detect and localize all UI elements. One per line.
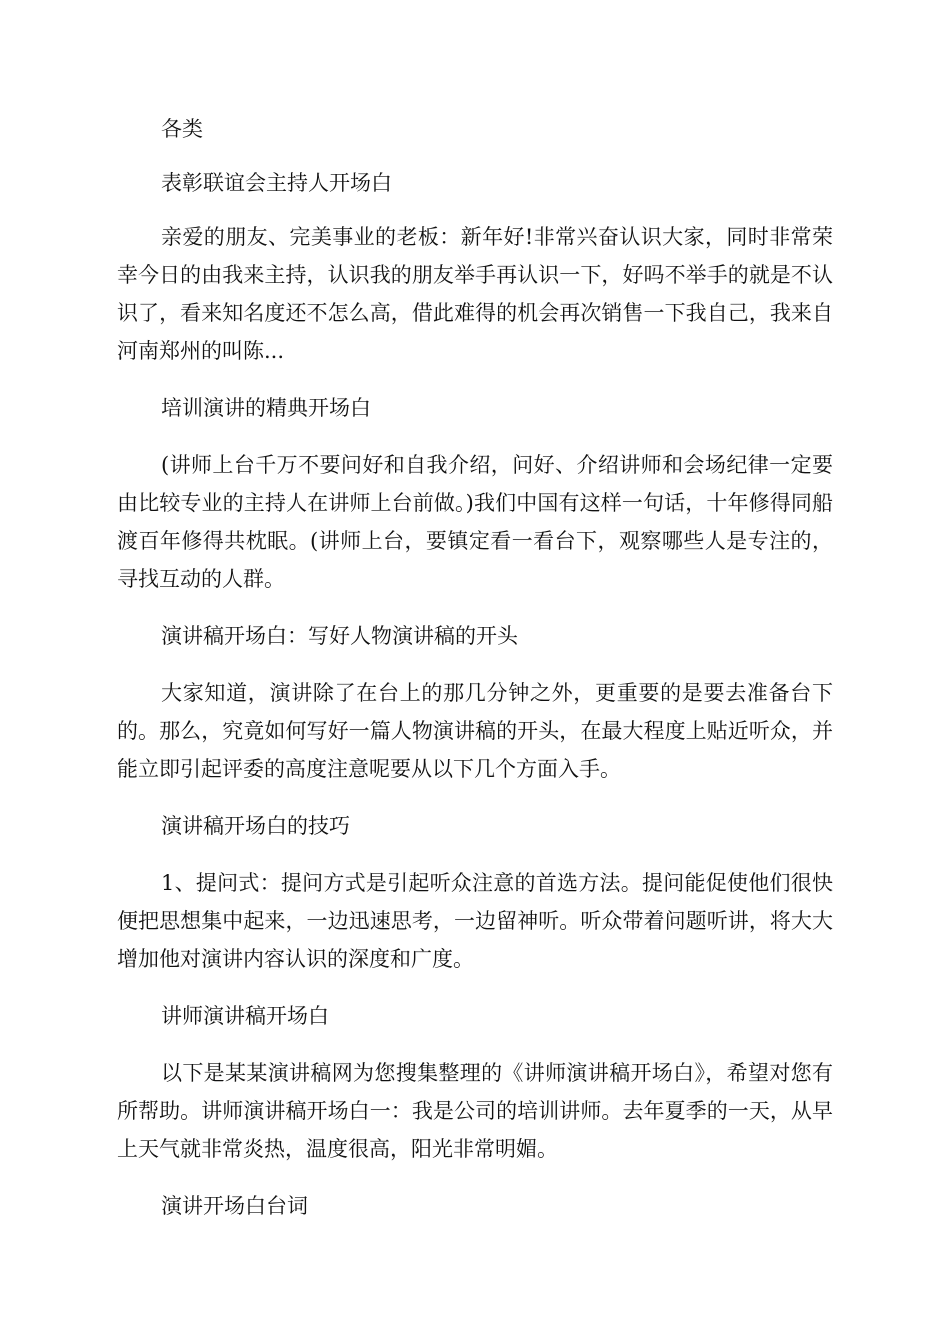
paragraph-award-gala-host-opening: 亲爱的朋友、完美事业的老板：新年好!非常兴奋认识大家，同时非常荣幸今日的由我来主持，认识我的朋友举手再认识一下，好吗不举手的就是不认识了，看来知名度还不怎么高，借此难得的机会再次销售一下我自己，我来自河南郑州的叫陈... — [117, 225, 833, 363]
heading-award-gala-host-opening: 表彰联谊会主持人开场白 — [161, 171, 392, 195]
paragraph-lecturer-speech-opening: 以下是某某演讲稿网为您搜集整理的《讲师演讲稿开场白》，希望对您有所帮助。讲师演讲稿开场白一：我是公司的培训讲师。去年夏季的一天，从早上天气就非常炎热，温度很高，阳光非常明媚。 — [117, 1061, 833, 1161]
paragraph-speech-draft-opening: 大家知道，演讲除了在台上的那几分钟之外，更重要的是要去准备台下的。那么，究竟如何写好一篇人物演讲稿的开头，在最大程度上贴近听众，并能立即引起评委的高度注意呢要从以下几个方面入手。 — [117, 681, 833, 781]
heading-opening-techniques: 演讲稿开场白的技巧 — [161, 814, 350, 838]
heading-category: 各类 — [161, 117, 203, 141]
heading-training-speech-opening: 培训演讲的精典开场白 — [161, 396, 371, 420]
paragraph-opening-techniques: 1、提问式：提问方式是引起听众注意的首选方法。提问能促使他们很快便把思想集中起来，一边迅速思考，一边留神听。听众带着问题听讲，将大大增加他对演讲内容认识的深度和广度。 — [117, 871, 833, 971]
heading-speech-opening-lines: 演讲开场白台词 — [161, 1194, 308, 1218]
paragraph-training-speech-opening: (讲师上台千万不要问好和自我介绍，问好、介绍讲师和会场纪律一定要由比较专业的主持人在讲师上台前做。)我们中国有这样一句话，十年修得同船渡百年修得共枕眠。(讲师上台，要镇定看一看台下，观察哪些人是专注的，寻找互动的人群。 — [117, 453, 833, 591]
heading-lecturer-speech-opening: 讲师演讲稿开场白 — [161, 1004, 329, 1028]
document-body — [117, 110, 833, 1225]
heading-speech-draft-opening: 演讲稿开场白：写好人物演讲稿的开头 — [161, 624, 518, 648]
